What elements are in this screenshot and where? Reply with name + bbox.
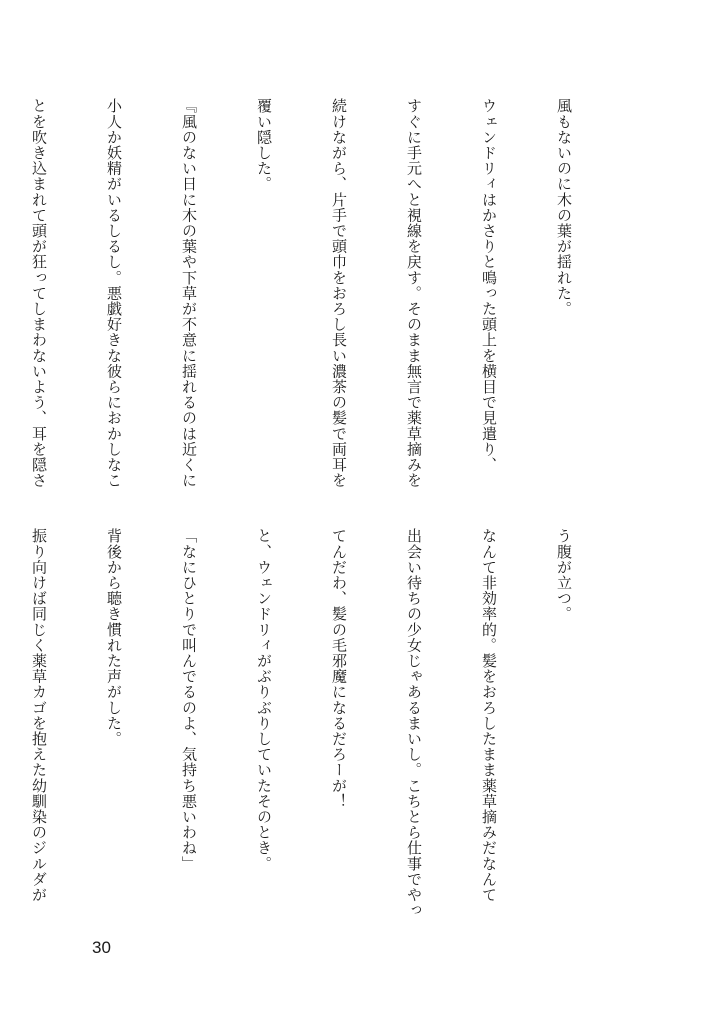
- text-column: 背後から聴き慣れた声がした。: [105, 528, 123, 747]
- text-column: う腹が立つ。: [555, 528, 573, 622]
- text-column: 『風のない日に木の葉や下草が不意に揺れるのは近くに: [180, 98, 198, 488]
- text-column: と、ウェンドリィがぶりぶりしていたそのとき。: [255, 528, 273, 872]
- text-column: 出会い待ちの少女じゃあるまいし。こちとら仕事でやっ: [405, 528, 423, 918]
- page-number: 30: [92, 938, 111, 957]
- text-column: ウェンドリィはかさりと鳴った頭上を横目で見遣り、: [480, 98, 498, 473]
- text-column: 小人か妖精がいるしるし。悪戯好きな彼らにおかしなこ: [105, 98, 123, 488]
- text-column: 続けながら、片手で頭巾をおろし長い濃茶の髪で両耳を: [330, 98, 348, 488]
- text-column: 「なにひとりで叫んでるのよ、気持ち悪いわね」: [180, 528, 198, 872]
- text-column: 振り向けば同じく薬草カゴを抱えた幼馴染のジルダが: [30, 528, 48, 903]
- lower-text-block: [30, 528, 626, 920]
- text-column: すぐに手元へと視線を戻す。そのまま無言で薬草摘みを: [405, 98, 423, 488]
- text-column: てんだわ、髪の毛邪魔になるだろーが！: [330, 528, 348, 809]
- text-column: なんて非効率的。髪をおろしたまま薬草摘みだなんて: [480, 528, 498, 903]
- text-column: 風もないのに木の葉が揺れた。: [555, 98, 573, 317]
- text-column: 覆い隠した。: [255, 98, 273, 192]
- upper-text-block: [30, 98, 626, 490]
- text-column: とを吹き込まれて頭が狂ってしまわないよう、耳を隠さ: [30, 98, 48, 488]
